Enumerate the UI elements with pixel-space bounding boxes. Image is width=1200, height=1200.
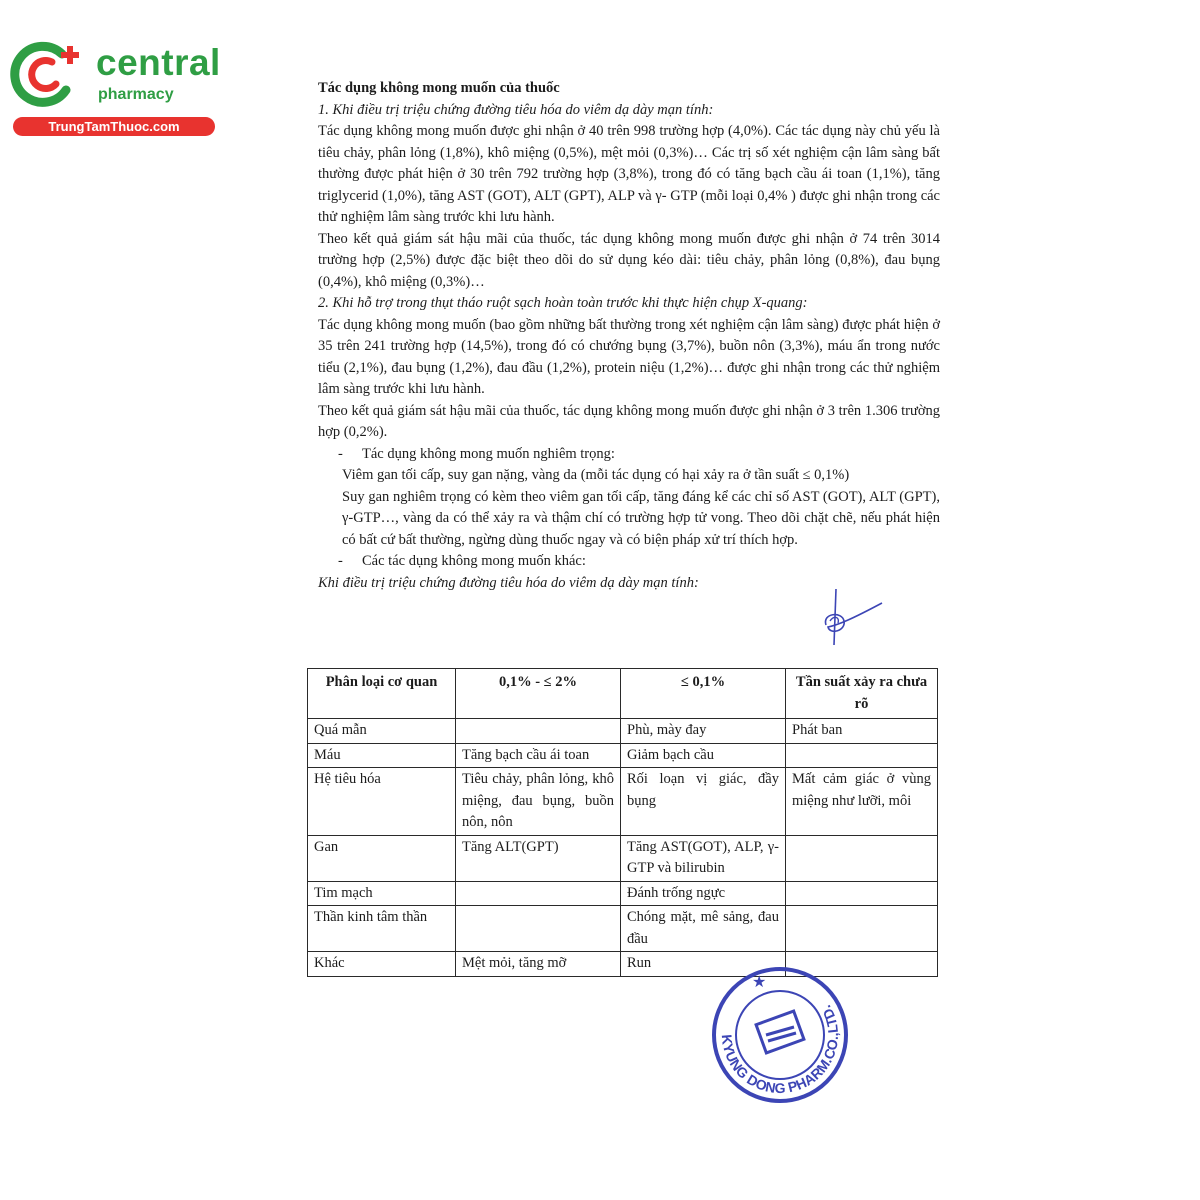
table-cell: Hệ tiêu hóa: [308, 768, 456, 836]
serious-effects-label: - Tác dụng không mong muốn nghiêm trọng:: [318, 444, 940, 466]
signature-icon: [812, 585, 892, 655]
table-cell: Giảm bạch cầu: [621, 743, 786, 768]
table-cell: [456, 719, 621, 744]
table-row: [308, 719, 938, 744]
table-cell: Rối loạn vị giác, đầy bụng: [621, 768, 786, 836]
table-cell: Thần kinh tâm thần: [308, 906, 456, 952]
adverse-effects-table: [307, 668, 938, 977]
table-cell: Mệt mỏi, tăng mỡ: [456, 952, 621, 977]
table-cell: [456, 906, 621, 952]
section2-paragraph-2: Theo kết quả giám sát hậu mãi của thuốc, tác dụng không mong muốn được ghi nhận ở 3 trên 1.306 trường hợp (0,2%).: [318, 402, 940, 440]
table-row: [308, 768, 938, 836]
other-effects-heading: Khi điều trị triệu chứng đường tiêu hóa do viêm dạ dày mạn tính:: [318, 574, 699, 591]
brand-subtitle: pharmacy: [98, 86, 174, 103]
company-stamp-icon: [700, 965, 860, 1105]
section1-paragraph-2: Theo kết quả giám sát hậu mãi của thuốc, tác dụng không mong muốn được ghi nhận ở 74 trên 3014 trường hợp (2,5%) được đặc biệt theo dõi do sử dụng kéo dài: tiêu chảy, phân lỏng (0,8%), đau bụng (0,4%), khô miệng (0,3%)…: [318, 230, 940, 290]
table-cell: [456, 881, 621, 906]
table-cell: Gan: [308, 835, 456, 881]
table-cell: Tăng bạch cầu ái toan: [456, 743, 621, 768]
table-header-cell: Tần suất xảy ra chưa rõ: [786, 669, 938, 719]
svg-text:★: ★: [752, 974, 767, 991]
table-row: [308, 881, 938, 906]
other-effects-label: - Các tác dụng không mong muốn khác:: [318, 551, 940, 573]
table-cell: [786, 743, 938, 768]
table-cell: Khác: [308, 952, 456, 977]
table-row: [308, 835, 938, 881]
stamp-text: KYUNG DONG PHARM.CO.,LTD.: [718, 1002, 842, 1097]
table-cell: Tim mạch: [308, 881, 456, 906]
table-header-cell: Phân loại cơ quan: [308, 669, 456, 719]
brand-name: central: [96, 42, 221, 83]
table-cell: Tăng AST(GOT), ALP, γ- GTP và bilirubin: [621, 835, 786, 881]
table-cell: Đánh trống ngực: [621, 881, 786, 906]
table-cell: Phù, mày đay: [621, 719, 786, 744]
section2-heading: 2. Khi hỗ trợ trong thụt tháo ruột sạch hoàn toàn trước khi thực hiện chụp X-quang:: [318, 295, 808, 311]
table-header-cell: 0,1% - ≤ 2%: [456, 669, 621, 719]
document-body: [318, 78, 940, 594]
table-cell: [786, 881, 938, 906]
table-header-row: [308, 669, 938, 719]
section-title: Tác dụng không mong muốn của thuốc: [318, 80, 560, 96]
section1-paragraph-1: Tác dụng không mong muốn được ghi nhận ở 40 trên 998 trường hợp (4,0%). Các tác dụng này chủ yếu là tiêu chảy, phân lỏng (1,8%), khô miệng (0,5%), mệt mỏi (0,3%)… Các trị số xét nghiệm cận lâm sàng bất thường được phát hiện ở 30 trên 792 trường hợp (3,8%), trong đó có tăng bạch cầu ái toan (1,1%), tăng triglycerid (1,0%), tăng AST (GOT), ALT (GPT), ALP và γ- GTP (mỗi loại 0,4% ) được ghi nhận trong các thử nghiệm lâm sàng trước khi lưu hành.: [318, 123, 940, 225]
table-row: [308, 906, 938, 952]
serious-effects-paragraph-2: Suy gan nghiêm trọng có kèm theo viêm gan tối cấp, tăng đáng kể các chỉ số AST (GOT), ALT (GPT), γ-GTP…, vàng da có thể xảy ra và thậm chí có trường hợp tử vong. Theo dõi chặt chẽ, nếu phát hiện có bất cứ bất thường, ngừng dùng thuốc ngay và có biện pháp xử trí thích hợp.: [342, 488, 940, 548]
table-cell: Tiêu chảy, phân lỏng, khô miệng, đau bụng, buồn nôn, nôn: [456, 768, 621, 836]
table-row: [308, 743, 938, 768]
section1-heading: 1. Khi điều trị triệu chứng đường tiêu hóa do viêm dạ dày mạn tính:: [318, 101, 714, 118]
table-cell: Quá mẫn: [308, 719, 456, 744]
table-cell: Chóng mặt, mê sảng, đau đầu: [621, 906, 786, 952]
serious-effects-paragraph-1: Viêm gan tối cấp, suy gan nặng, vàng da (mỗi tác dụng có hại xảy ra ở tần suất ≤ 0,1%): [342, 467, 850, 483]
section2-paragraph-1: Tác dụng không mong muốn (bao gồm những bất thường trong xét nghiệm cận lâm sàng) được phát hiện ở 35 trên 241 trường hợp (14,5%), trong đó có chướng bụng (3,7%), buồn nôn (3,3%), máu ẩn trong nước tiểu (2,1%), đau bụng (1,2%), đau đầu (1,2%), protein niệu (1,2%)… được ghi nhận trong các thử nghiệm lâm sàng trước khi lưu hành.: [318, 316, 940, 397]
table-cell: [786, 906, 938, 952]
brand-logo: [8, 36, 221, 140]
table-cell: Phát ban: [786, 719, 938, 744]
table-cell: Máu: [308, 743, 456, 768]
table-header-cell: ≤ 0,1%: [621, 669, 786, 719]
table-cell: Mất cảm giác ở vùng miệng như lưỡi, môi: [786, 768, 938, 836]
table-cell: Run: [621, 952, 786, 977]
table-cell: Tăng ALT(GPT): [456, 835, 621, 881]
central-pharmacy-logo-icon: [10, 38, 90, 112]
table-cell: [786, 835, 938, 881]
brand-website: TrungTamThuoc.com: [13, 117, 215, 136]
